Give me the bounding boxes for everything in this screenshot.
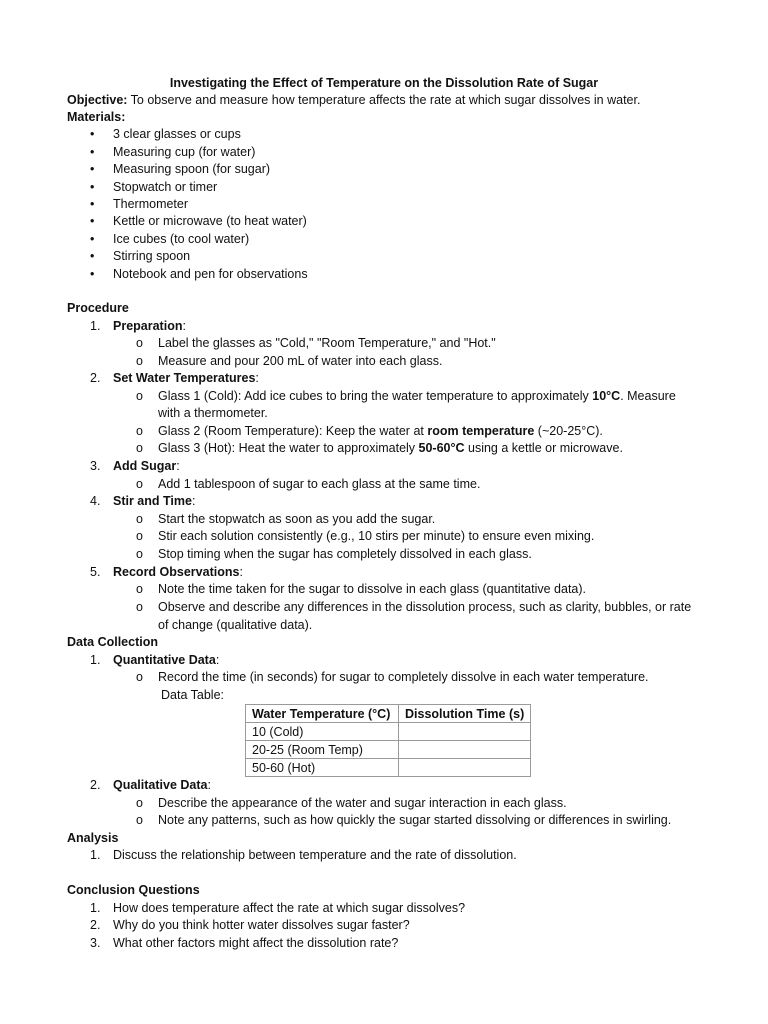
objective-text: To observe and measure how temperature affects the rate at which sugar dissolves in water. [127,93,641,107]
step-number: 4. [90,494,101,508]
glass2-text: Glass 2 (Room Temperature): Keep the water at [158,424,428,438]
step-colon: : [215,653,220,667]
data-table-label: Data Table: [161,688,225,702]
step-title: Set Water Temperatures [113,371,256,385]
bullet-icon: • [90,232,95,246]
substep-text: Measure and pour 200 mL of water into each glass. [158,354,443,368]
step-title: Add Sugar [113,459,177,473]
materials-item-text: Ice cubes (to cool water) [113,232,250,246]
bullet-icon: • [90,180,95,194]
step-number: 1. [90,319,101,333]
analysis-heading: Analysis [67,831,119,845]
conclusion-heading: Conclusion Questions [67,883,200,897]
table-header: Dissolution Time (s) [399,705,531,723]
table-row [246,723,531,741]
substep-text: Record the time (in seconds) for sugar to completely dissolve in each water temperature. [158,670,649,684]
sub-bullet-icon: o [136,529,143,543]
bullet-icon: • [90,127,95,141]
sub-bullet-icon: o [136,336,143,350]
bullet-icon: • [90,197,95,211]
table-cell-empty [399,741,531,759]
table-cell: 20-25 (Room Temp) [246,741,399,759]
sub-bullet-icon: o [136,354,143,368]
sub-bullet-icon: o [136,796,143,810]
glass3-text-end: using a kettle or microwave. [464,441,623,455]
sub-bullet-icon: o [136,813,143,827]
substep-text [158,440,623,457]
data-table [245,704,531,777]
materials-item-text: Measuring cup (for water) [113,145,256,159]
materials-item-text: Stirring spoon [113,249,191,263]
procedure-heading: Procedure [67,301,129,315]
substep-continuation: of change (qualitative data). [158,618,313,632]
materials-item-text: 3 clear glasses or cups [113,127,241,141]
item-number: 1. [90,901,101,915]
materials-item-text: Notebook and pen for observations [113,267,308,281]
step-number: 5. [90,565,101,579]
glass1-temperature: 10°C [592,389,621,403]
objective-label: Objective: [67,93,128,107]
table-cell-empty [399,759,531,777]
analysis-item-text: Discuss the relationship between temperature and the rate of dissolution. [113,848,517,862]
sub-bullet-icon: o [136,441,143,455]
substep-text: Describe the appearance of the water and sugar interaction in each glass. [158,796,567,810]
sub-bullet-icon: o [136,600,143,614]
bullet-icon: • [90,145,95,159]
step-colon: : [255,371,259,385]
step-title: Preparation [113,319,183,333]
table-cell: 50-60 (Hot) [246,759,399,777]
objective-line [67,92,640,109]
step-colon: : [239,565,243,579]
substep-continuation: with a thermometer. [158,406,268,420]
substep-text: Start the stopwatch as soon as you add the sugar. [158,512,436,526]
data-collection-heading: Data Collection [67,635,158,649]
table-header: Water Temperature (°C) [246,705,399,723]
glass3-temperature: 50-60°C [418,441,465,455]
step-colon: : [182,319,186,333]
sub-bullet-icon: o [136,477,143,491]
sub-bullet-icon: o [136,424,143,438]
sub-bullet-icon: o [136,512,143,526]
item-number: 3. [90,936,101,950]
glass2-temperature: room temperature [427,424,535,438]
substep-text [158,423,603,440]
step-title: Stir and Time [113,494,192,508]
conclusion-item-text: How does temperature affect the rate at which sugar dissolves? [113,901,466,915]
substep-text: Stir each solution consistently (e.g., 10 stirs per minute) to ensure even mixing. [158,529,595,543]
step-number: 2. [90,778,101,792]
substep-text: Observe and describe any differences in the dissolution process, such as clarity, bubbles, or rate [158,600,692,614]
bullet-icon: • [90,267,95,281]
sub-bullet-icon: o [136,582,143,596]
table-cell: 10 (Cold) [246,723,399,741]
table-header-row [246,705,531,723]
sub-bullet-icon: o [136,670,143,684]
materials-heading: Materials: [67,110,126,124]
step-colon: : [207,778,211,792]
sub-bullet-icon: o [136,547,143,561]
item-number: 2. [90,918,101,932]
step-title: Record Observations [113,565,240,579]
step-number: 2. [90,371,101,385]
step-title: Qualitative Data [113,778,208,792]
conclusion-item-text: What other factors might affect the dissolution rate? [113,936,399,950]
sub-bullet-icon: o [136,389,143,403]
substep-text: Add 1 tablespoon of sugar to each glass at the same time. [158,477,481,491]
bullet-icon: • [90,162,95,176]
materials-item-text: Kettle or microwave (to heat water) [113,214,307,228]
substep-text: Note the time taken for the sugar to dissolve in each glass (quantitative data). [158,582,587,596]
glass1-text-end: . Measure [620,389,676,403]
bullet-icon: • [90,214,95,228]
table-row [246,759,531,777]
table-cell-empty [399,723,531,741]
step-colon: : [191,494,196,508]
document-title: Investigating the Effect of Temperature on the Dissolution Rate of Sugar [169,76,599,90]
step-number: 1. [90,653,101,667]
conclusion-item-text: Why do you think hotter water dissolves sugar faster? [113,918,410,932]
step-colon: : [176,459,180,473]
substep-text: Note any patterns, such as how quickly the sugar started dissolving or differences in swirling. [158,813,672,827]
materials-item-text: Stopwatch or timer [113,180,218,194]
glass3-text: Glass 3 (Hot): Heat the water to approximately [158,441,419,455]
substep-text [158,388,676,405]
table-row [246,741,531,759]
bullet-icon: • [90,249,95,263]
step-title: Quantitative Data [113,653,216,667]
item-number: 1. [90,848,101,862]
materials-item-text: Thermometer [113,197,189,211]
materials-item-text: Measuring spoon (for sugar) [113,162,271,176]
glass1-text: Glass 1 (Cold): Add ice cubes to bring the water temperature to approximately [158,389,593,403]
substep-text: Label the glasses as "Cold," "Room Temperature," and "Hot." [158,336,496,350]
substep-text: Stop timing when the sugar has completely dissolved in each glass. [158,547,532,561]
glass2-text-end: (~20-25°C). [534,424,603,438]
step-number: 3. [90,459,101,473]
